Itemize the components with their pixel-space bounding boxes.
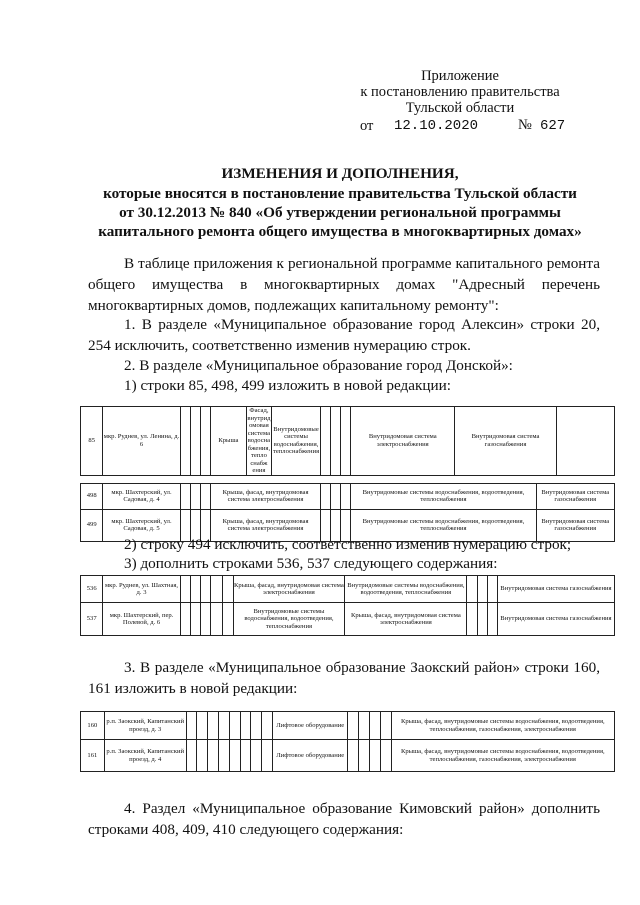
work-cell: Лифтовое оборудование xyxy=(272,712,348,740)
work-cell: Крыша, фасад, внутридомовые системы водоснабжения, водоотведения, теплоснабжения, газоснабжения, электроснабжения xyxy=(391,740,614,772)
row-number: 160 xyxy=(81,712,105,740)
doc-title: ИЗМЕНЕНИЯ И ДОПОЛНЕНИЯ, xyxy=(221,165,459,182)
table-row xyxy=(81,483,615,509)
paragraph-3: 3. В разделе «Муниципальное образование Заокский район» строки 160, 161 изложить в новой редакции: xyxy=(88,659,600,697)
row-number: 499 xyxy=(81,509,103,541)
header-num-sign: № xyxy=(518,117,532,133)
work-cell: Крыша, фасад, внутридомовая система электроснабжения xyxy=(345,603,467,636)
paragraph-2-3: 3) дополнить строками 536, 537 следующего содержания: xyxy=(124,555,498,572)
header-date: 12.10.2020 xyxy=(394,118,479,134)
header-line-1: Приложение xyxy=(421,68,499,84)
work-cell: Внутридомовые системы водоснабжения, водоотведения, теплоснабжения xyxy=(351,509,536,541)
paragraph-2-2: 2) строку 494 исключить, соответственно изменив нумерацию строк; xyxy=(124,536,572,553)
work-cell: Внутридомовая система газоснабжения xyxy=(497,603,614,636)
table-donskoy-new-rows xyxy=(80,575,615,636)
header-ot: от xyxy=(360,118,374,134)
row-number: 85 xyxy=(81,407,103,476)
table-row xyxy=(81,712,615,740)
row-address: р.п. Заокский, Капитанский проезд, д. 3 xyxy=(104,712,186,740)
work-cell: Внутридомовая система газоснабжения xyxy=(497,576,614,603)
header-line-2: к постановлению правительства xyxy=(360,84,560,100)
row-address: мкр. Шахтерский, ул. Садовая, д. 5 xyxy=(103,509,180,541)
table-row xyxy=(81,603,615,636)
work-cell: Внутридомовая система газоснабжения xyxy=(536,483,614,509)
doc-subtitle-3: капитального ремонта общего имущества в многоквартирных домах» xyxy=(98,223,582,240)
row-address: мкр. Руднев, ул. Ленина, д. 6 xyxy=(103,407,180,476)
work-cell: Внутридомовые системы водоснабжения, теплоснабжения xyxy=(272,407,321,476)
work-cell: Внутридомовые системы водоснабжения, водоотведения, теплоснабжения xyxy=(345,576,467,603)
work-cell: Крыша, фасад, внутридомовая система электроснабжения xyxy=(233,576,345,603)
work-cell: Фасад, внутрид омовая система водосна бжения, тепло снабж ения xyxy=(247,407,271,474)
paragraph-1: 1. В разделе «Муниципальное образование город Алексин» строки 20, 254 исключить, соответственно изменив нумерацию строк. xyxy=(88,316,600,354)
work-cell: Внутридомовые системы водоснабжения, водоотведения, теплоснабжения xyxy=(233,603,345,636)
row-number: 536 xyxy=(81,576,103,603)
work-cell: Внутридомовая система газоснабжения xyxy=(536,509,614,541)
row-address: мкр. Шахтерский, пер. Полевой, д. 6 xyxy=(103,603,180,636)
paragraph-intro: В таблице приложения к региональной программе капитального ремонта общего имущества в многоквартирных домах "Адресный перечень многоквартирных домов, подлежащих капитальному ремонту": xyxy=(88,255,600,314)
table-donskoy-rows xyxy=(80,406,615,542)
header-line-3: Тульской области xyxy=(405,100,515,116)
row-address: мкр. Шахтерский, ул. Садовая, д. 4 xyxy=(103,483,180,509)
work-cell: Крыша, фасад, внутридомовая система электроснабжения xyxy=(211,483,321,509)
work-cell: Внутридомовая система газоснабжения xyxy=(455,407,557,476)
work-cell: Крыша xyxy=(211,407,247,476)
table-row xyxy=(81,740,615,772)
row-number: 498 xyxy=(81,483,103,509)
paragraph-4: 4. Раздел «Муниципальное образование Кимовский район» дополнить строками 408, 409, 410 следующего содержания: xyxy=(88,800,600,838)
paragraph-2: 2. В разделе «Муниципальное образование город Донской»: xyxy=(124,357,513,374)
work-cell: Крыша, фасад, внутридомовая система электроснабжения xyxy=(211,509,321,541)
row-address: р.п. Заокский, Капитанский проезд, д. 4 xyxy=(104,740,186,772)
doc-subtitle-2: от 30.12.2013 № 840 «Об утверждении региональной программы xyxy=(119,204,561,221)
row-number: 537 xyxy=(81,603,103,636)
work-cell: Лифтовое оборудование xyxy=(272,740,348,772)
header-number: 627 xyxy=(540,118,566,134)
work-cell: Внутридомовая система электроснабжения xyxy=(351,407,455,476)
paragraph-2-1: 1) строки 85, 498, 499 изложить в новой редакции: xyxy=(124,377,451,394)
row-number: 161 xyxy=(81,740,105,772)
work-cell: Крыша, фасад, внутридомовые системы водоснабжения, водоотведения, теплоснабжения, газоснабжения, электроснабжения xyxy=(391,712,614,740)
table-zaoksky-rows xyxy=(80,711,615,772)
doc-subtitle-1: которые вносятся в постановление правительства Тульской области xyxy=(103,185,577,202)
row-address: мкр. Руднев, ул. Шахтная, д. 3 xyxy=(103,576,180,603)
table-row xyxy=(81,576,615,603)
work-cell: Внутридомовые системы водоснабжения, водоотведения, теплоснабжения xyxy=(351,483,536,509)
table-row xyxy=(81,407,615,476)
